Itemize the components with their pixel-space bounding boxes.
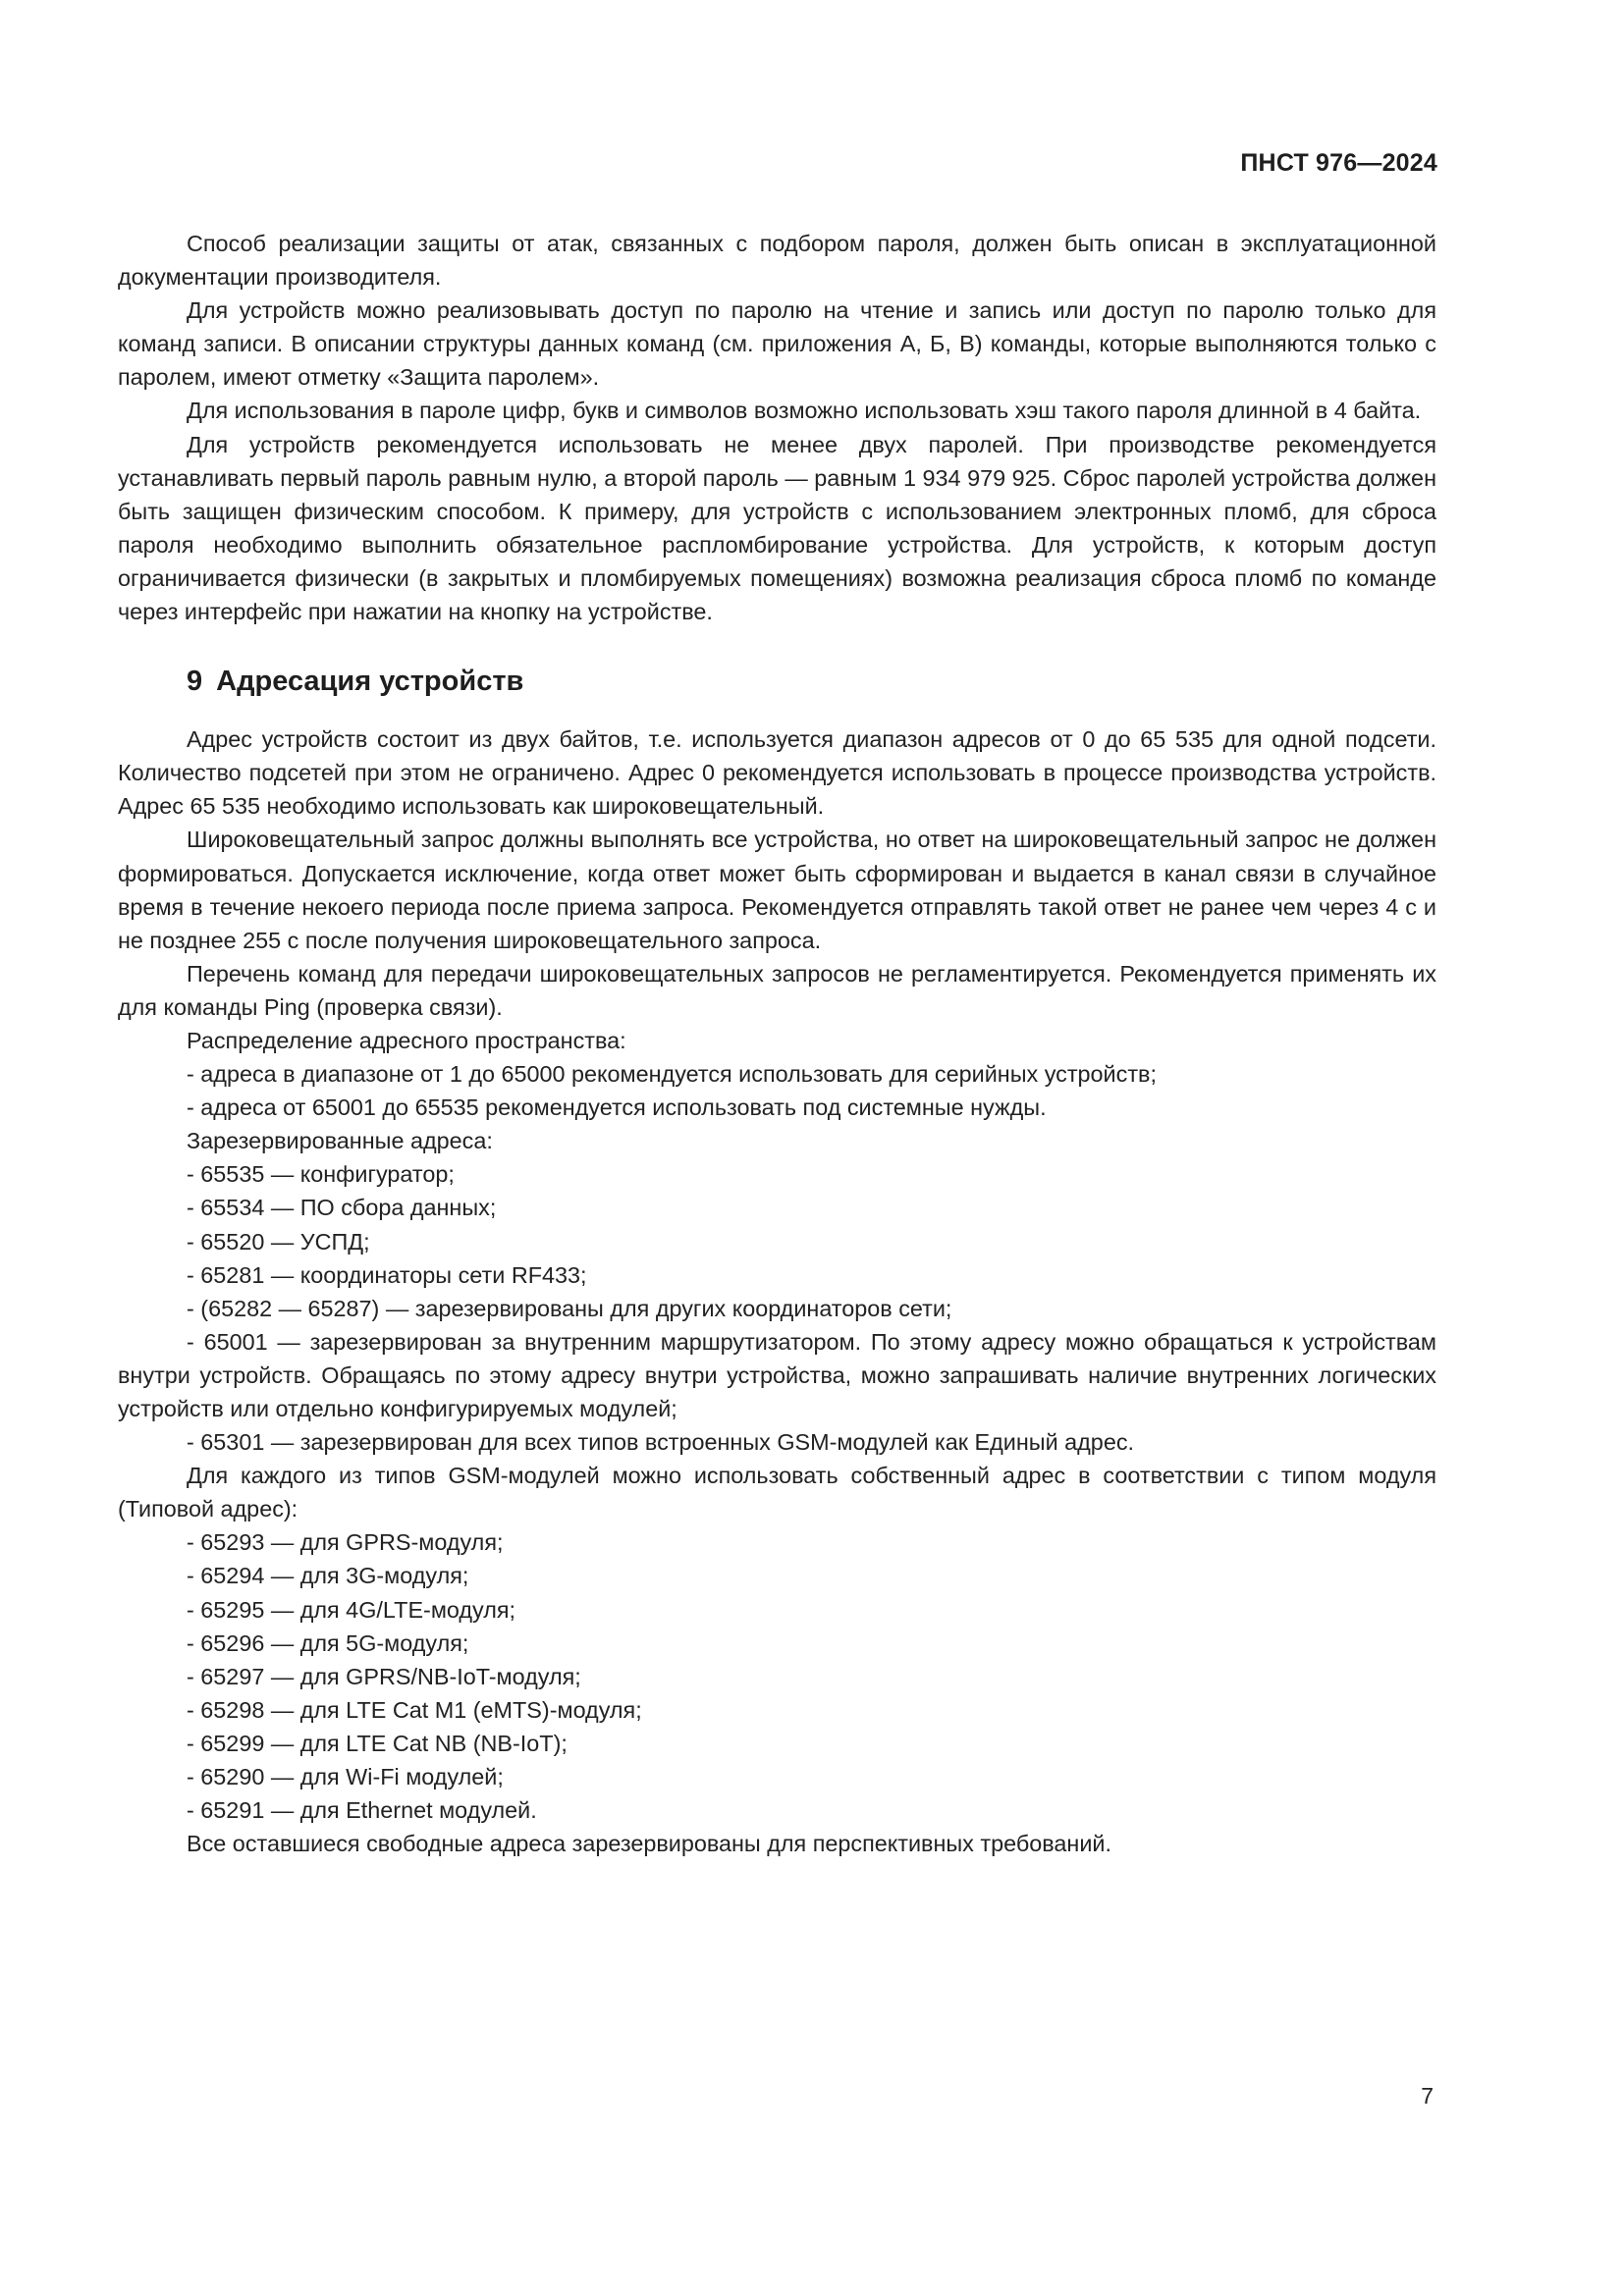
list-item: - 65281 — координаторы сети RF433;: [187, 1261, 587, 1288]
list-item: - 65293 — для GPRS-модуля;: [187, 1529, 504, 1556]
gsm-paragraph: Для каждого из типов GSM-модулей можно использовать собственный адрес в соответствии с типом модуля (Типовой адрес):: [118, 1463, 1436, 1522]
intro-paragraph-2: Для устройств можно реализовывать доступ по паролю на чтение и запись или доступ по паролю только для команд записи. В описании структуры данных команд (см. приложения А, Б, В) команды, которые выполняются только с паролем, имеют отметку «Защита паролем».: [118, 297, 1436, 391]
list-item: - 65299 — для LTE Cat NB (NB-IoT);: [187, 1730, 568, 1756]
list-item: - (65282 — 65287) — зарезервированы для других координаторов сети;: [187, 1295, 952, 1321]
list-item: - 65291 — для Ethernet модулей.: [187, 1797, 537, 1824]
intro-paragraph-1: Способ реализации защиты от атак, связанных с подбором пароля, должен быть описан в эксплуатационной документации производителя.: [118, 231, 1436, 291]
gsm-common-address: - 65301 — зарезервирован для всех типов встроенных GSM-модулей как Единый адрес.: [187, 1429, 1135, 1456]
reserved-label: Зарезервированные адреса:: [187, 1128, 493, 1154]
list-item: - 65520 — УСПД;: [187, 1228, 370, 1255]
document-id-header: ПНСТ 976—2024: [1240, 149, 1437, 177]
list-item: - 65294 — для 3G-модуля;: [187, 1563, 469, 1589]
list-item: - 65295 — для 4G/LTE-модуля;: [187, 1596, 516, 1623]
list-item: - адреса в диапазоне от 1 до 65000 рекомендуется использовать для серийных устройств;: [187, 1061, 1157, 1088]
list-item: - 65290 — для Wi-Fi модулей;: [187, 1764, 504, 1790]
section-paragraph-3: Перечень команд для передачи широковещательных запросов не регламентируется. Рекомендуется применять их для команды Ping (проверка связи).: [118, 960, 1436, 1020]
router-address-paragraph: - 65001 — зарезервирован за внутренним маршрутизатором. По этому адресу можно обращаться к устройствам внутри устройств. Обращаясь по этому адресу внутри устройства, можно запрашивать наличие внутренних логических устройств или отдельно конфигурируемых модулей;: [118, 1328, 1436, 1421]
section-number: 9: [187, 666, 203, 698]
closing-paragraph: Все оставшиеся свободные адреса зарезервированы для перспективных требований.: [187, 1831, 1111, 1857]
section-title: Адресация устройств: [216, 666, 524, 698]
section-heading: [118, 664, 1436, 699]
list-item: - 65297 — для GPRS/NB-IoT-модуля;: [187, 1663, 581, 1689]
intro-paragraph-3: Для использования в пароле цифр, букв и символов возможно использовать хэш такого пароля длинной в 4 байта.: [187, 398, 1422, 424]
intro-paragraph-4: Для устройств рекомендуется использовать не менее двух паролей. При производстве рекомендуется устанавливать первый пароль равным нулю, а второй пароль — равным 1 934 979 925. Сброс паролей устройства должен быть защищен физическим способом. К примеру, для устройств с использованием электронных пломб, для сброса пароля необходимо выполнить обязательное распломбирование устройства. Для устройств, к которым доступ ограничивается физически (в закрытых и пломбируемых помещениях) возможна реализация сброса пломб по команде через интерфейс при нажатии на кнопку на устройстве.: [118, 431, 1436, 625]
page-body: [118, 227, 1436, 1860]
list-item: - 65296 — для 5G-модуля;: [187, 1629, 469, 1656]
page-number: 7: [1421, 2083, 1434, 2109]
list-item: - адреса от 65001 до 65535 рекомендуется использовать под системные нужды.: [187, 1095, 1047, 1121]
list-item: - 65534 — ПО сбора данных;: [187, 1195, 497, 1221]
distribution-label: Распределение адресного пространства:: [187, 1027, 626, 1053]
section-paragraph-1: Адрес устройств состоит из двух байтов, т.е. используется диапазон адресов от 0 до 65 535 для одной подсети. Количество подсетей при этом не ограничено. Адрес 0 рекомендуется использовать в процессе производства устройств. Адрес 65 535 необходимо использовать как широковещательный.: [118, 726, 1436, 820]
list-item: - 65535 — конфигуратор;: [187, 1161, 455, 1188]
list-item: - 65298 — для LTE Cat M1 (eMTS)-модуля;: [187, 1696, 642, 1723]
section-paragraph-2: Широковещательный запрос должны выполнять все устройства, но ответ на широковещательный запрос не должен формироваться. Допускается исключение, когда ответ может быть сформирован и выдается в канал связи в случайное время в течение некоего периода после приема запроса. Рекомендуется отправлять такой ответ не ранее чем через 4 с и не позднее 255 с после получения широковещательного запроса.: [118, 827, 1436, 953]
